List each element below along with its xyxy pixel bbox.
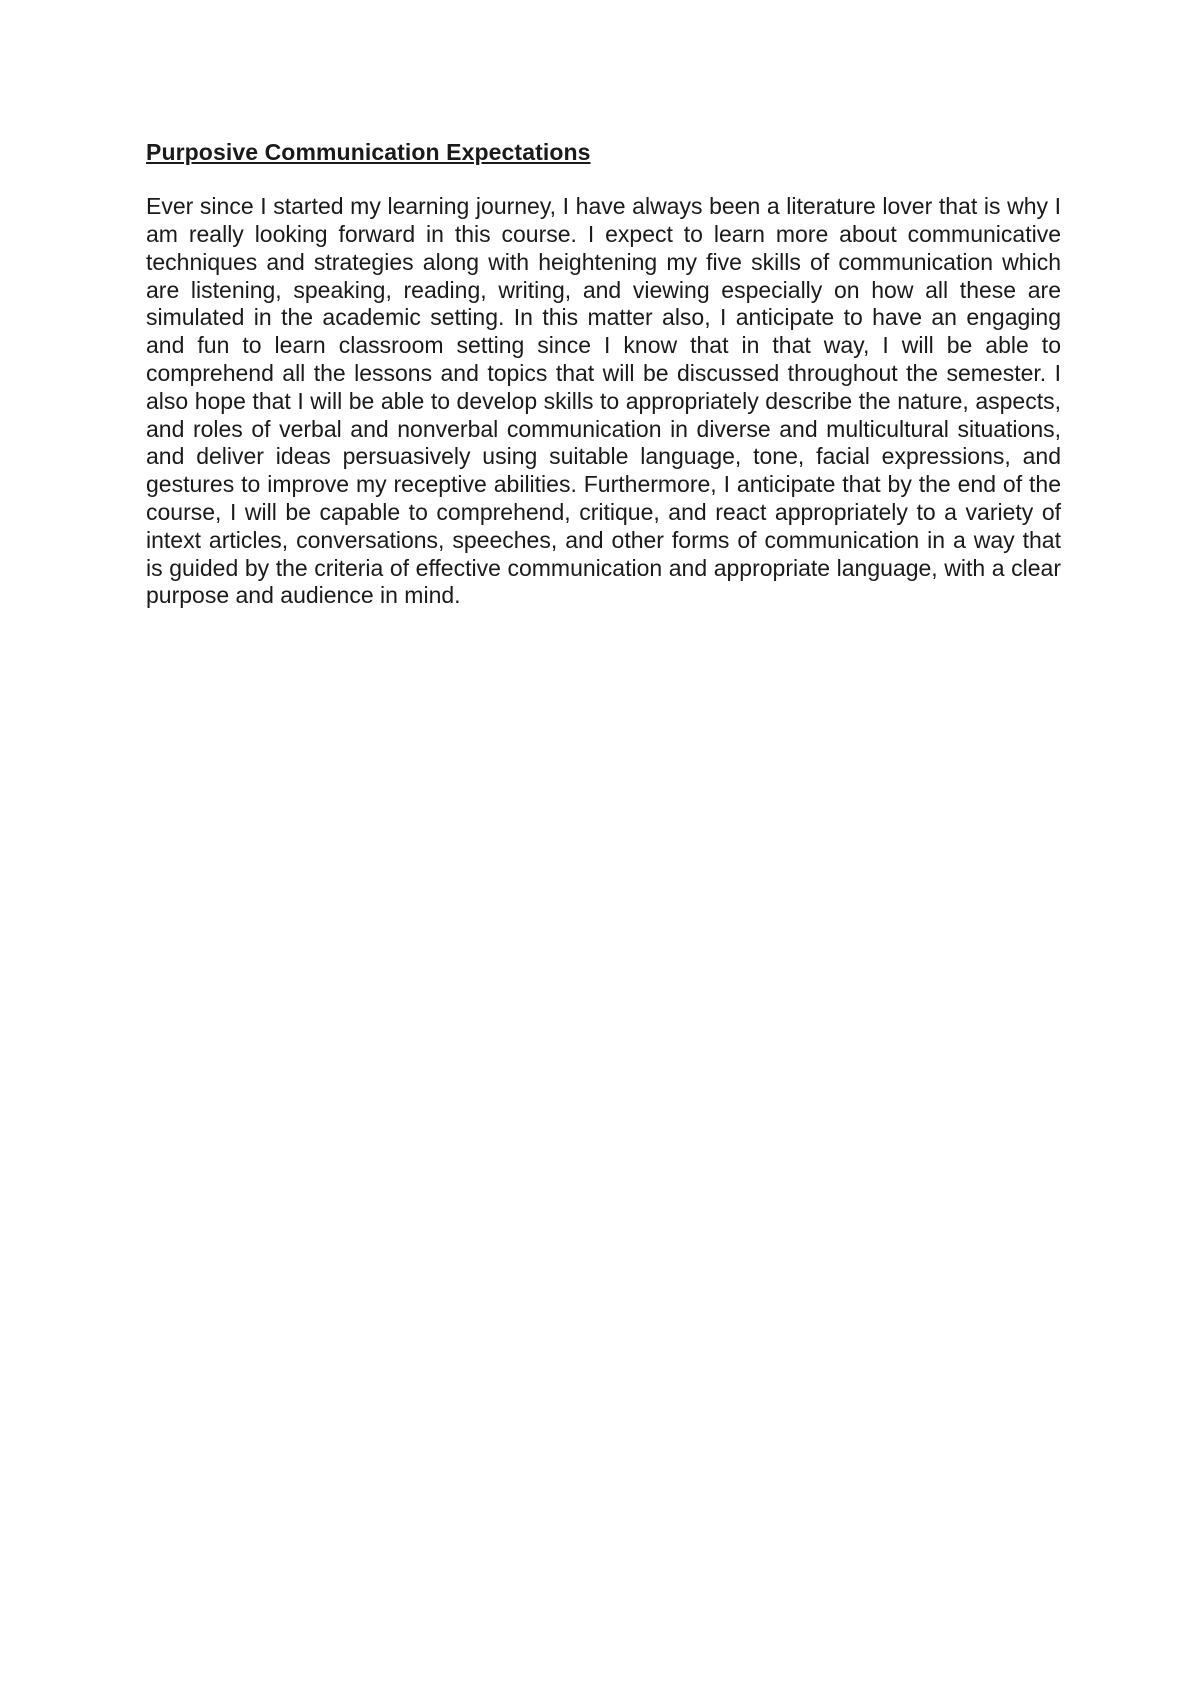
document-content [146,136,1061,610]
document-paragraph: Ever since I started my learning journey, I have always been a literature lover that is why I am really looking forward in this course. I expect to learn more about communicative techniques and strategies along with heightening my five skills of communication which are listening, speaking, reading, writing, and viewing especially on how all these are simulated in the academic setting. In this matter also, I anticipate to have an engaging and fun to learn classroom setting since I know that in that way, I will be able to comprehend all the lessons and topics that will be discussed throughout the semester. I also hope that I will be able to develop skills to appropriately describe the nature, aspects, and roles of verbal and nonverbal communication in diverse and multicultural situations, and deliver ideas persuasively using suitable language, tone, facial expressions, and gestures to improve my receptive abilities. Furthermore, I anticipate that by the end of the course, I will be capable to comprehend, critique, and react appropriately to a variety of intext articles, conversations, speeches, and other forms of communication in a way that is guided by the criteria of effective communication and appropriate language, with a clear purpose and audience in mind. [146,193,1061,609]
document-title: Purposive Communication Expectations [146,139,591,165]
